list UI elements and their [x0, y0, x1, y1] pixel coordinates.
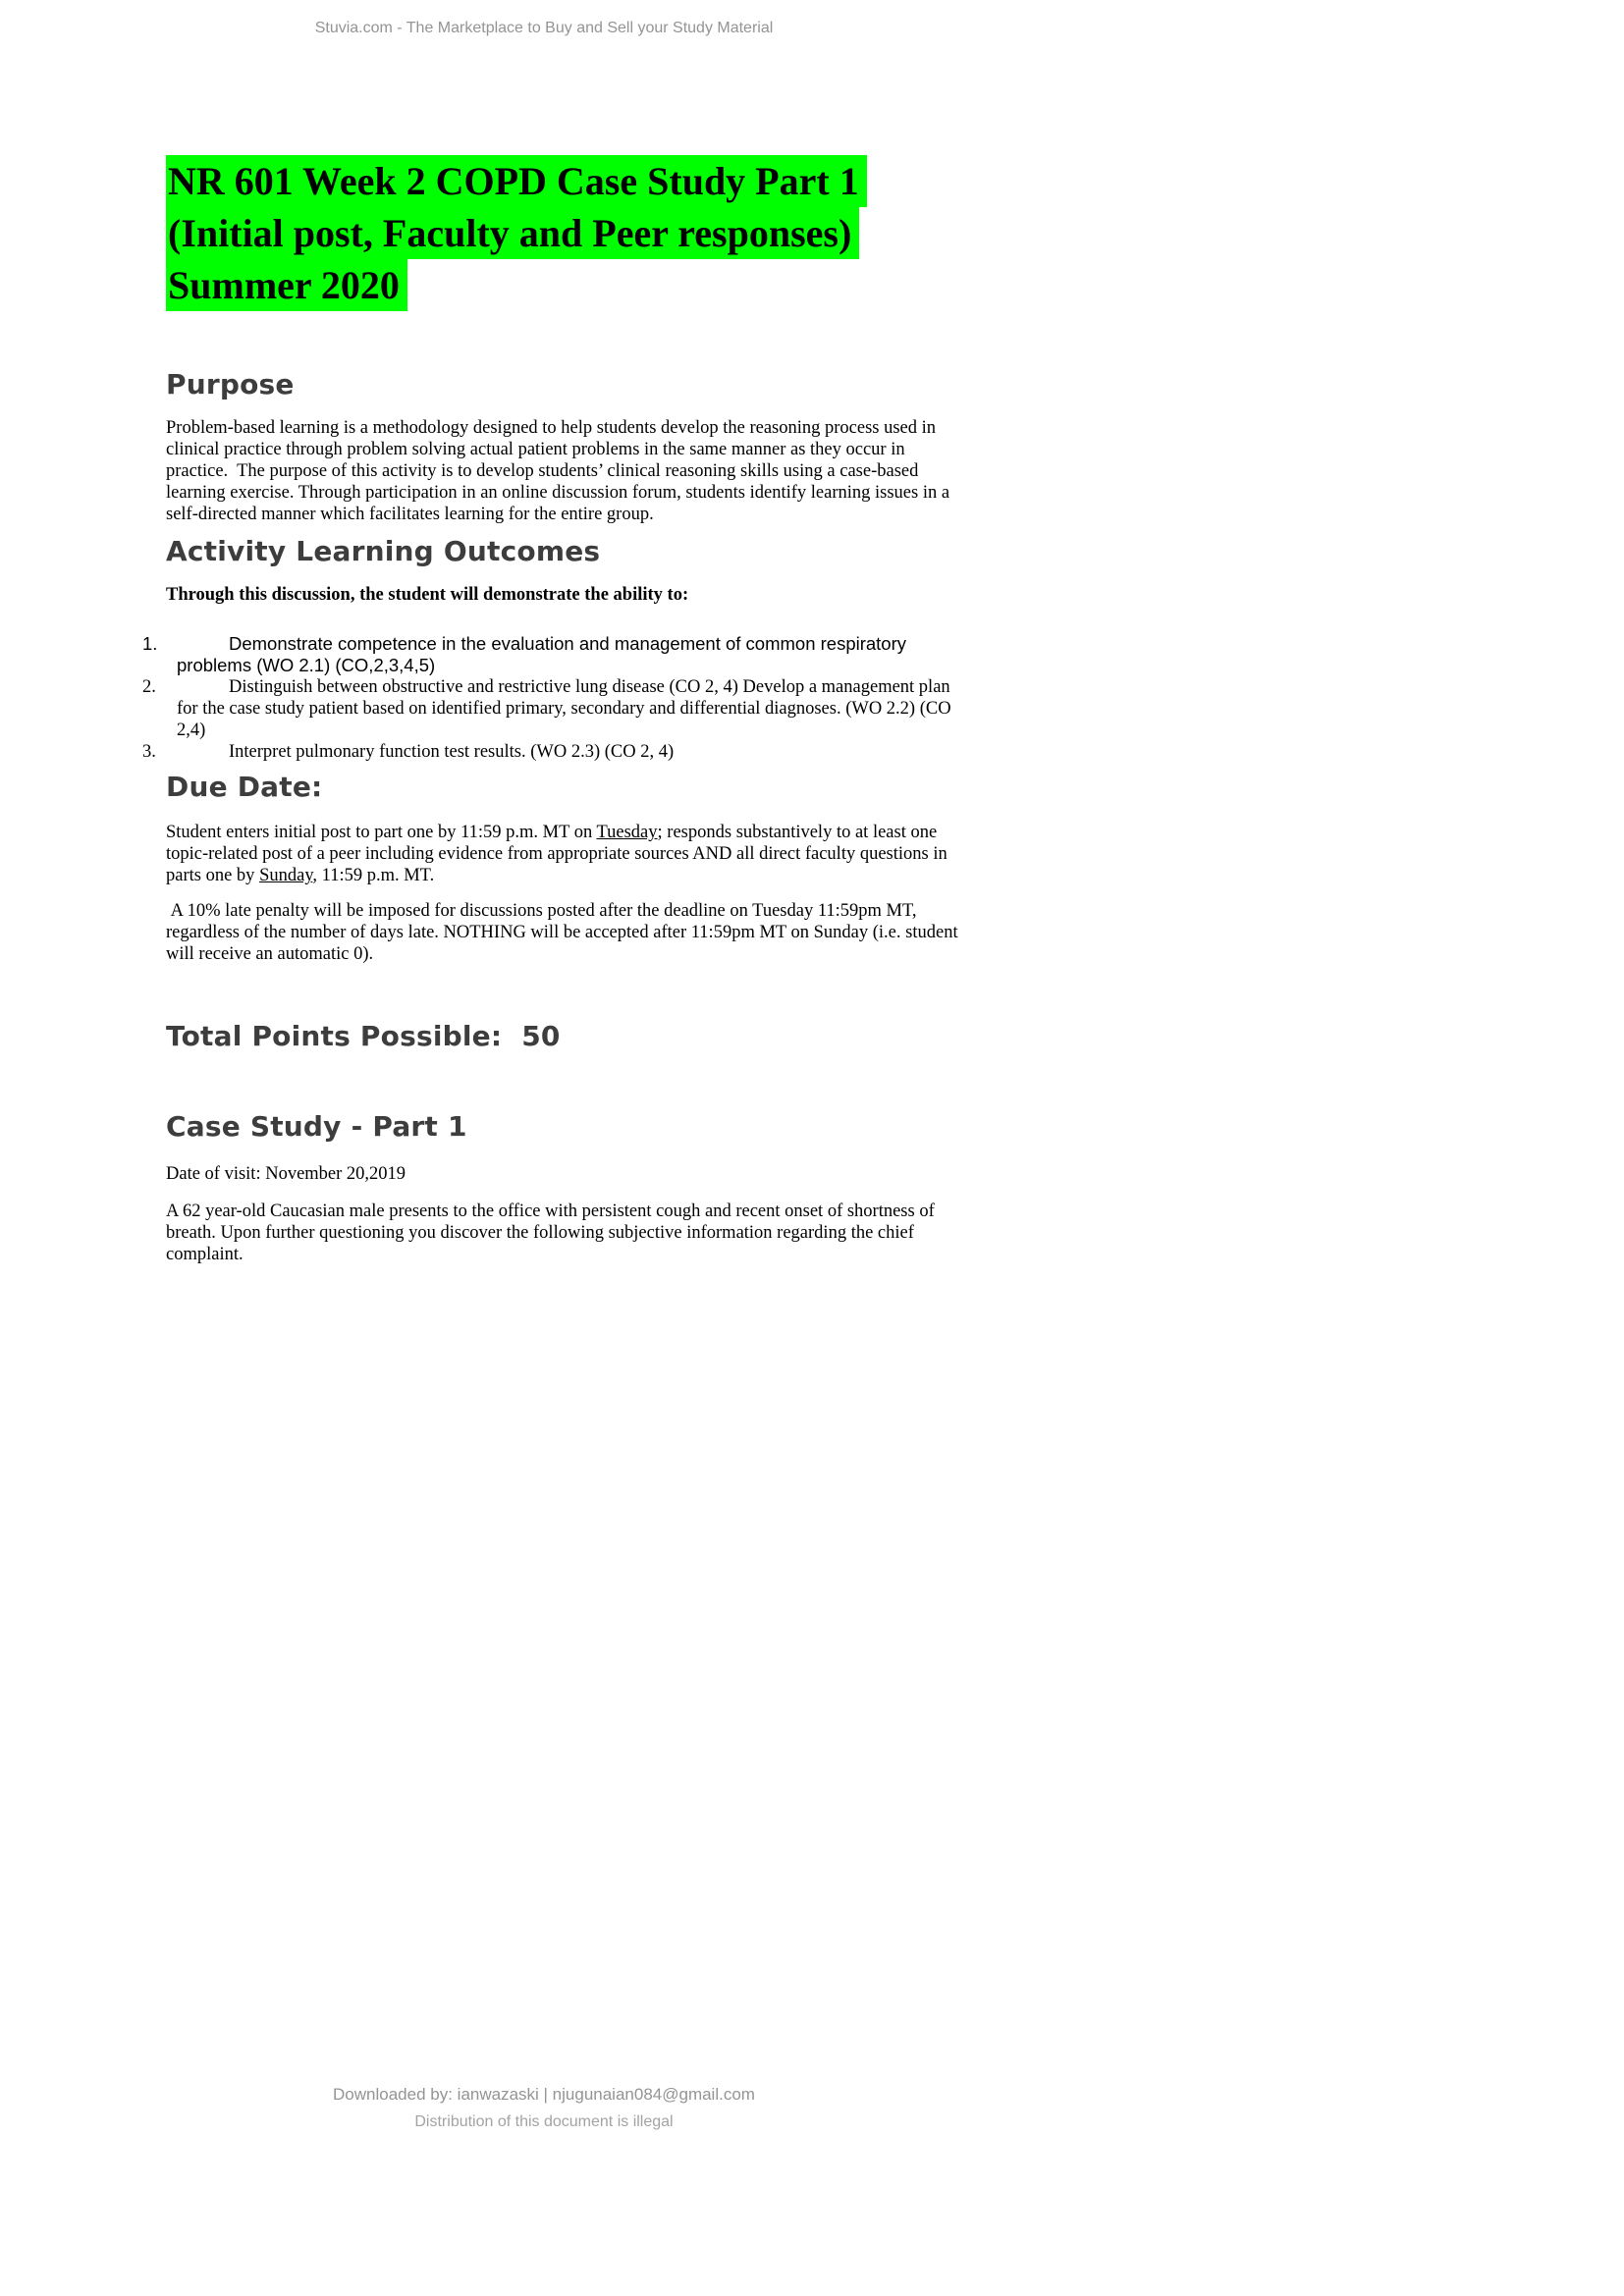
outcome-item-2-text: Distinguish between obstructive and restrictive lung disease (CO 2, 4) Develop a management plan for the case study patient based on identified primary, secondary and differential diagnoses. (WO 2.2) (CO 2,4): [177, 677, 951, 740]
outcome-item-1-number: 1.: [142, 633, 158, 654]
outcomes-heading: Activity Learning Outcomes: [166, 535, 601, 567]
document-title-line-3: Summer 2020: [166, 259, 407, 311]
outcome-item-3-text: Interpret pulmonary function test results. (WO 2.3) (CO 2, 4): [229, 742, 675, 762]
outcome-item-2-number: 2.: [142, 677, 156, 697]
due-date-segment-2: ; responds substantively to at least one topic-related post of a peer including evidence from appropriate sources AND all direct faculty questions in parts one by: [166, 823, 952, 885]
late-penalty-paragraph: A 10% late penalty will be imposed for discussions posted after the deadline on Tuesday 11:59pm MT, regardless of the number of days late. NOTHING will be accepted after 11:59pm MT on Sunday (i.e. student will receive an automatic 0).: [166, 901, 963, 964]
purpose-paragraph: Problem-based learning is a methodology designed to help students develop the reasoning process used in clinical practice through problem solving actual patient problems in the same manner as they occur in practice. The purpose of this activity is to develop students’ clinical reasoning skills using a case-based learning exercise. Through participation in an online discussion forum, students identify learning issues in a self-directed manner which facilitates learning for the entire group.: [166, 418, 954, 524]
visit-date-line: Date of visit: November 20,2019: [166, 1164, 406, 1184]
due-day-sunday: Sunday: [259, 866, 313, 885]
document-content: [142, 0, 966, 1265]
document-title: [166, 155, 966, 311]
purpose-heading: Purpose: [166, 368, 295, 400]
outcome-item-3: [142, 741, 966, 763]
watermark-footer: [146, 2085, 942, 2131]
case-study-heading: Case Study - Part 1: [166, 1110, 467, 1143]
due-date-heading: Due Date:: [166, 771, 323, 803]
outcome-item-2: [142, 676, 966, 741]
document-title-line-2: (Initial post, Faculty and Peer responses): [166, 207, 859, 259]
due-day-tuesday: Tuesday: [596, 823, 658, 842]
total-points-label: Total Points Possible:: [166, 1020, 503, 1052]
outcome-item-1: [142, 633, 966, 676]
due-date-paragraph: [166, 822, 966, 886]
due-date-segment-1: Student enters initial post to part one by 11:59 p.m. MT on: [166, 823, 597, 842]
document-title-line-1: NR 601 Week 2 COPD Case Study Part 1: [166, 155, 867, 207]
case-study-paragraph: A 62 year-old Caucasian male presents to the office with persistent cough and recent onset of shortness of breath. Upon further questioning you discover the following subjective information regarding the chief complaint.: [166, 1201, 940, 1264]
outcome-item-1-text: Demonstrate competence in the evaluation and management of common respiratory problems (WO 2.1) (CO,2,3,4,5): [177, 633, 907, 675]
total-points-heading: [166, 1020, 966, 1053]
watermark-footer-line1: Downloaded by: ianwazaski | njugunaian084@gmail.com: [333, 2085, 755, 2104]
outcomes-list: [142, 633, 966, 763]
watermark-header: Stuvia.com - The Marketplace to Buy and Sell your Study Material: [314, 20, 774, 36]
outcomes-intro: Through this discussion, the student will demonstrate the ability to:: [166, 585, 689, 605]
total-points-value: 50: [521, 1020, 561, 1052]
outcome-item-3-number: 3.: [142, 742, 156, 762]
watermark-footer-line2: Distribution of this document is illegal: [414, 2113, 674, 2130]
due-date-segment-3: , 11:59 p.m. MT.: [312, 866, 435, 885]
